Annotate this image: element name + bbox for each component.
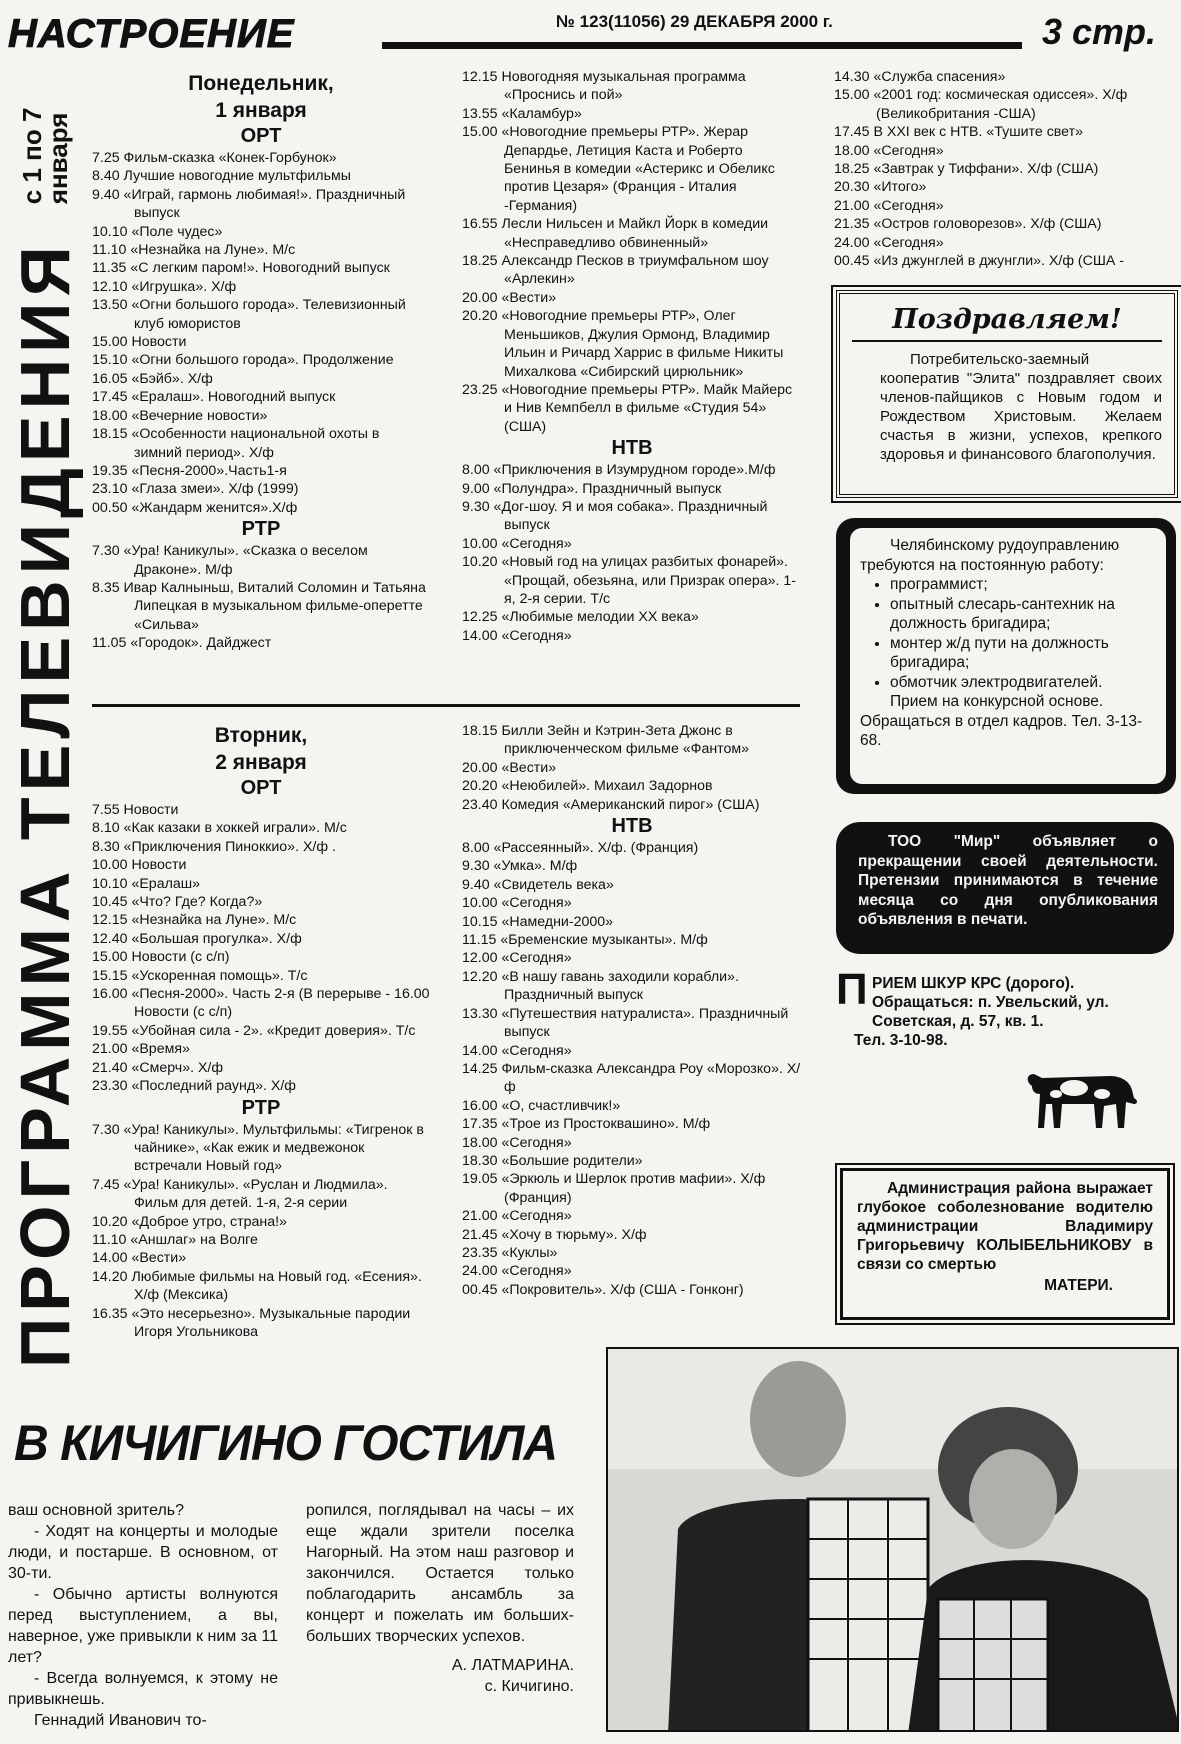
- banner-dates: [19, 108, 71, 205]
- condolence-text: Администрация района выражает глубокое соболезнование водителю администрации Владимиру Григорьевичу КОЛЫБЕЛЬНИКОВУ в связи со смертью: [857, 1180, 1153, 1273]
- listing-item: 18.00 «Сегодня»: [834, 142, 944, 159]
- jobs-item: • обмотчик электродвигателей.: [890, 673, 1156, 693]
- listing-item: 19.55 «Убойная сила - 2». «Кредит доверия». Т/с: [92, 1022, 416, 1039]
- listing-item: 20.20 «Новогодние премьеры РТР», Олег Меньшиков, Джулия Ормонд, Владимир Ильин и Ричард Харрис в фильме Никиты Михалкова «Сибирский цирюльник»: [462, 308, 784, 380]
- accordion-players-photo: [606, 1347, 1179, 1732]
- listing-item: 24.00 «Сегодня»: [834, 234, 944, 251]
- tuesday-date: 2 января: [215, 751, 307, 774]
- jobs-item: • монтер ж/д пути на должность бригадира;: [890, 634, 1156, 673]
- listing-item: 12.10 «Игрушка». Х/ф: [92, 278, 237, 295]
- listing-item: 11.35 «С легким паром!». Новогодний выпуск: [92, 260, 390, 277]
- listing-item: 15.15 «Ускоренная помощь». Т/с: [92, 967, 308, 984]
- article-paragraph: - Ходят на концерты и молодые люди, и постарше. В основном, от 30-ти.: [8, 1523, 278, 1582]
- listing-item: 8.40 Лучшие новогодние мультфильмы: [92, 168, 351, 185]
- listing-item: 16.55 Лесли Нильсен и Майкл Йорк в комедии «Несправедливо обвиненный»: [462, 216, 769, 251]
- monday-ort-list: [92, 149, 430, 517]
- listing-item: 15.10 «Огни большого города». Продолжение: [92, 352, 394, 369]
- listing-item: 21.45 «Хочу в тюрьму». Х/ф: [462, 1226, 647, 1243]
- listing-item: 7.30 «Ура! Каникулы». «Сказка о веселом Драконе». М/ф: [92, 543, 368, 578]
- listing-item: 20.00 «Вести»: [462, 289, 557, 306]
- listing-item: 12.15 «Незнайка на Луне». М/с: [92, 912, 297, 929]
- listing-item: 15.00 Новости (с с/п): [92, 949, 230, 966]
- listing-item: 9.30 «Дог-шоу. Я и моя собака». Праздничный выпуск: [462, 498, 768, 534]
- listing-item: 18.15 «Особенности национальной охоты в зимний период». Х/ф: [92, 426, 380, 461]
- mir-notice: ТОО "Мир" объявляет о прекращении своей деятельности. Претензии принимаются в течение месяца со дня опубликования объявления в печати.: [836, 822, 1174, 954]
- listing-item: 10.20 «Новый год на улицах разбитых фонарей». «Прощай, обезьяна, или Призрак опера». 1-я, 2-я серии. Т/с: [462, 554, 797, 607]
- listing-item: 7.55 Новости: [92, 802, 179, 818]
- listing-item: 18.00 «Сегодня»: [462, 1134, 572, 1151]
- monday-column-2: [462, 68, 802, 645]
- hides-initial: П: [836, 965, 868, 1014]
- listing-item: 9.40 «Свидетель века»: [462, 876, 614, 893]
- tuesday-column-1: [92, 722, 430, 1341]
- tuesday-ntv-list: [462, 839, 802, 1299]
- listing-item: 10.00 Новости: [92, 857, 187, 874]
- listing-item: 16.00 «Песня-2000». Часть 2-я (В перерыве - 16.00 Новости (с с/п): [92, 986, 430, 1021]
- listing-item: 23.40 Комедия «Американский пирог» (США): [462, 796, 760, 813]
- listing-item: 7.45 «Ура! Каникулы». «Руслан и Людмила». Фильм для детей. 1-я, 2-я серии: [92, 1176, 388, 1212]
- listing-item: 20.30 «Итого»: [834, 179, 927, 196]
- tuesday-ort-heading: ОРТ: [240, 777, 282, 799]
- jobs-list: [860, 575, 1156, 692]
- listing-item: 14.00 «Сегодня»: [462, 627, 572, 644]
- tuesday-rtr-list-2: [462, 722, 802, 814]
- listing-item: 7.25 Фильм-сказка «Конек-Горбунок»: [92, 150, 337, 166]
- listing-item: 8.00 «Рассеянный». Х/ф. (Франция): [462, 840, 699, 857]
- listing-item: 7.30 «Ура! Каникулы». Мультфильмы: «Тигренок в чайнике», «Как ежик и медвежонок встречали Новый год»: [92, 1121, 424, 1175]
- listing-item: 12.40 «Большая прогулка». Х/ф: [92, 930, 302, 947]
- congrats-title: Поздравляем!: [852, 300, 1162, 342]
- listing-item: 18.25 «Завтрак у Тиффани». Х/ф (США): [834, 161, 1099, 178]
- listing-item: 11.05 «Городок». Дайджест: [92, 635, 272, 652]
- jobs-footer: Прием на конкурсной основе. Обращаться в отдел кадров. Тел. 3-13-68.: [860, 693, 1143, 749]
- listing-item: 14.30 «Служба спасения»: [834, 69, 1006, 85]
- divider-right: [450, 704, 800, 707]
- article-paragraph: Геннадий Иванович то-: [34, 1712, 207, 1729]
- page-number: 3 стр.: [1042, 11, 1157, 52]
- listing-item: 8.00 «Приключения в Изумрудном городе».М/ф: [462, 462, 776, 479]
- listing-item: 10.15 «Намедни-2000»: [462, 913, 614, 930]
- listing-item: 17.45 «Ералаш». Новогодний выпуск: [92, 389, 336, 406]
- tuesday-column-2: [462, 722, 802, 1299]
- listing-item: 15.00 «2001 год: космическая одиссея». Х/ф (Великобритания -США): [834, 87, 1128, 122]
- listing-item: 23.30 «Последний раунд». Х/ф: [92, 1078, 296, 1095]
- listing-item: 9.40 «Играй, гармонь любимая!». Праздничный выпуск: [92, 186, 406, 222]
- listing-item: 8.30 «Приключения Пиноккио». Х/ф .: [92, 838, 336, 855]
- monday-ntv-list-2: [834, 68, 1174, 270]
- monday-rtr-list-1: [92, 542, 430, 652]
- listing-item: 14.00 «Вести»: [92, 1250, 187, 1267]
- article-column-1: [8, 1500, 278, 1731]
- article-headline: В КИЧИГИНО ГОСТИЛА: [14, 1415, 558, 1471]
- listing-item: 16.05 «Бэйб». Х/ф: [92, 370, 213, 387]
- hides-ad: [836, 965, 1172, 1140]
- tuesday-rtr-heading: РТР: [241, 1096, 281, 1119]
- condolence-sign: МАТЕРИ.: [1044, 1277, 1113, 1294]
- listing-item: 23.10 «Глаза змеи». Х/ф (1999): [92, 481, 299, 498]
- monday-rtr-list-2: [462, 68, 802, 436]
- listing-item: 00.45 «Из джунглей в джунгли». Х/ф (США -: [834, 253, 1125, 270]
- tv-program-banner: [6, 78, 84, 1368]
- hides-phone: Тел. 3-10-98.: [854, 1032, 948, 1049]
- listing-item: 18.30 «Большие родители»: [462, 1152, 643, 1169]
- monday-date: 1 января: [215, 99, 307, 122]
- listing-item: 00.50 «Жандарм женится».Х/ф: [92, 499, 298, 516]
- condolence-notice: [840, 1168, 1170, 1320]
- article-author: А. ЛАТМАРИНА.: [451, 1657, 574, 1674]
- listing-item: 23.35 «Куклы»: [462, 1244, 558, 1261]
- listing-item: 12.25 «Любимые мелодии XX века»: [462, 609, 699, 626]
- monday-column-3: [834, 68, 1174, 270]
- article-paragraph: ваш основной зритель?: [8, 1502, 185, 1519]
- listing-item: 14.20 Любимые фильмы на Новый год. «Есения». Х/ф (Мексика): [92, 1268, 422, 1304]
- issue-info: № 123(11056) 29 ДЕКАБРЯ 2000 г.: [556, 12, 833, 31]
- tuesday-day: Вторник,: [214, 724, 308, 747]
- listing-item: 11.10 «Незнайка на Луне». М/с: [92, 242, 296, 259]
- listing-item: 10.00 «Сегодня»: [462, 535, 572, 552]
- listing-item: 11.10 «Аншлаг» на Волге: [92, 1231, 258, 1248]
- listing-item: 13.50 «Огни большого города». Телевизионный клуб юмористов: [92, 297, 406, 332]
- listing-item: 21.00 «Сегодня»: [834, 197, 944, 214]
- banner-dates-range: с 1 по 7: [17, 107, 47, 205]
- monday-rtr-heading: РТР: [241, 518, 281, 541]
- listing-item: 16.35 «Это несерьезно». Музыкальные пародии Игоря Угольникова: [92, 1305, 411, 1340]
- tuesday-rtr-list-1: [92, 1121, 430, 1342]
- listing-item: 21.00 «Время»: [92, 1041, 190, 1058]
- listing-item: 10.10 «Поле чудес»: [92, 223, 223, 240]
- listing-item: 12.15 Новогодняя музыкальная программа «Проснись и пой»: [462, 69, 746, 104]
- listing-item: 8.10 «Как казаки в хоккей играли». М/с: [92, 820, 347, 837]
- listing-item: 15.00 «Новогодние премьеры РТР». Жерар Депардье, Летиция Каста и Роберто Бенинья в комедии «Астерикс и Обеликс против Цезаря» (Франция - Италия -Германия): [462, 124, 775, 214]
- listing-item: 20.20 «Неюбилей». Михаил Задорнов: [462, 778, 713, 795]
- tuesday-ntv-heading: НТВ: [611, 815, 653, 838]
- section-title: НАСТРОЕНИЕ: [8, 12, 295, 56]
- congrats-ad: [836, 290, 1178, 498]
- divider-left: [92, 704, 450, 707]
- listing-item: 17.35 «Трое из Простоквашино». М/ф: [462, 1116, 711, 1133]
- listing-item: 11.15 «Бременские музыканты». М/ф: [462, 932, 708, 949]
- article-column-2: [306, 1500, 574, 1697]
- masthead-rule: [382, 42, 1022, 49]
- article-paragraph: - Обычно артисты волнуются перед выступлением, а вы, наверное, уже привыкли к ним за 11 лет?: [8, 1586, 278, 1666]
- listing-item: 19.35 «Песня-2000».Часть1-я: [92, 462, 287, 479]
- listing-item: 15.00 Новости: [92, 334, 187, 351]
- listing-item: 10.20 «Доброе утро, страна!»: [92, 1213, 287, 1230]
- tuesday-ort-list: [92, 801, 430, 1096]
- listing-item: 21.35 «Остров головорезов». Х/ф (США): [834, 216, 1102, 233]
- listing-item: 14.00 «Сегодня»: [462, 1042, 572, 1059]
- listing-item: 21.00 «Сегодня»: [462, 1208, 572, 1225]
- listing-item: 21.40 «Смерч». Х/ф: [92, 1059, 224, 1076]
- listing-item: 9.00 «Полундра». Праздничный выпуск: [462, 480, 722, 497]
- monday-ntv-list-1: [462, 461, 802, 645]
- listing-item: 8.35 Ивар Калныньш, Виталий Соломин и Татьяна Липецкая в музыкальном фильме-оперетте «Сильва»: [92, 579, 426, 633]
- jobs-item: • программист;: [890, 575, 1156, 595]
- jobs-intro: Челябинскому рудоуправлению требуются на постоянную работу:: [860, 537, 1120, 574]
- listing-item: 20.00 «Вести»: [462, 759, 557, 776]
- listing-item: 23.25 «Новогодние премьеры РТР». Майк Майерс и Нив Кемпбелл в фильме «Студия 54» (США): [462, 381, 793, 435]
- listing-item: 10.00 «Сегодня»: [462, 895, 572, 912]
- monday-column-1: [92, 70, 430, 653]
- listing-item: 19.05 «Эркюль и Шерлок против мафии». Х/ф (Франция): [462, 1171, 766, 1206]
- banner-dates-month: января: [43, 112, 73, 205]
- monday-ort-heading: ОРТ: [240, 125, 282, 147]
- listing-item: 13.55 «Каламбур»: [462, 105, 582, 122]
- listing-item: 14.25 Фильм-сказка Александра Роу «Морозко». Х/ф: [462, 1060, 801, 1096]
- listing-item: 18.25 Александр Песков в триумфальном шоу «Арлекин»: [462, 253, 769, 288]
- listing-item: 00.45 «Покровитель». Х/ф (США - Гонконг): [462, 1281, 744, 1298]
- listing-item: 10.45 «Что? Где? Когда?»: [92, 894, 263, 911]
- listing-item: 12.20 «В нашу гавань заходили корабли». Праздничный выпуск: [462, 968, 739, 1004]
- listing-item: 10.10 «Ералаш»: [92, 875, 201, 892]
- hides-text: РИЕМ ШКУР КРС (дорого). Обращаться: п. Увельский, ул. Советская, д. 57, кв. 1.: [872, 975, 1109, 1030]
- banner-title: ПРОГРАММА ТЕЛЕВИДЕНИЯ: [6, 240, 84, 1368]
- cow-icon: [1022, 1064, 1142, 1130]
- listing-item: 13.30 «Путешествия натуралиста». Праздничный выпуск: [462, 1005, 789, 1041]
- congrats-text: Потребительско-заемный кооператив "Элита" поздравляет своих членов-пайщиков с Новым годом и Рождеством Христовым. Желаем счастья в жизни, успехов, крепкого здоровья и финансового благополучия.: [880, 351, 1162, 463]
- monday-ntv-heading: НТВ: [611, 437, 653, 460]
- listing-item: 16.00 «О, счастливчик!»: [462, 1097, 621, 1114]
- listing-item: 18.00 «Вечерние новости»: [92, 407, 268, 424]
- jobs-ad: [836, 518, 1176, 794]
- article-place: с. Кичигино.: [484, 1678, 574, 1695]
- listing-item: 18.15 Билли Зейн и Кэтрин-Зета Джонс в приключенческом фильме «Фантом»: [462, 723, 750, 758]
- monday-day: Понедельник,: [188, 72, 334, 95]
- article-paragraph: - Всегда волнуемся, к этому не привыкнешь.: [8, 1670, 278, 1708]
- listing-item: 24.00 «Сегодня»: [462, 1263, 572, 1280]
- listing-item: 17.45 В XXI век с НТВ. «Тушите свет»: [834, 124, 1083, 141]
- listing-item: 12.00 «Сегодня»: [462, 950, 572, 967]
- jobs-item: • опытный слесарь-сантехник на должность бригадира;: [890, 595, 1156, 634]
- listing-item: 9.30 «Умка». М/ф: [462, 858, 578, 875]
- article-paragraph: ропился, поглядывал на часы – их еще ждали зрители поселка Нагорный. На этом наш разговор и закончился. Остается только поблагодарить ансамбль за концерт и пожелать им больших-больших творческих успехов.: [306, 1502, 574, 1645]
